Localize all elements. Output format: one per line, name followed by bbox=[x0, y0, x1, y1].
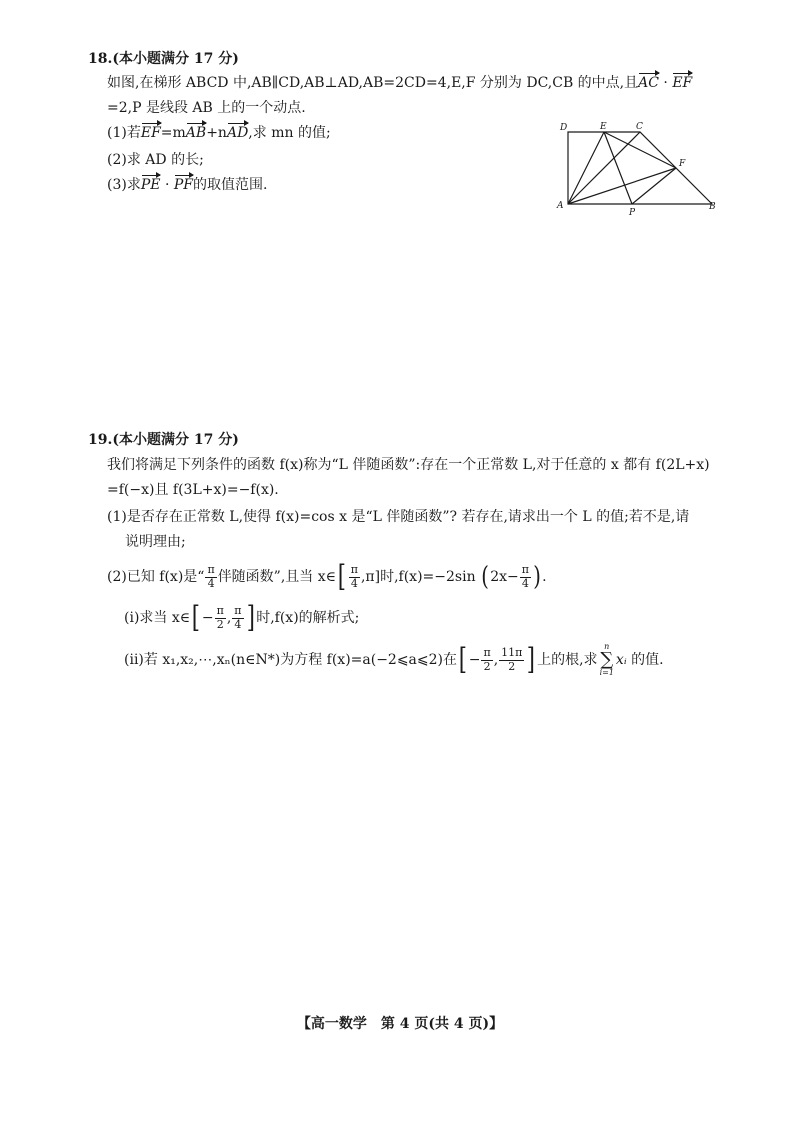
minus-sign: − bbox=[201, 610, 214, 626]
q19-part1-line2: 说明理由; bbox=[125, 534, 186, 550]
q19-part2-i-prefix: (ⅰ)求当 x∈ bbox=[124, 610, 191, 626]
q18-part1-eq: =m bbox=[160, 125, 186, 141]
frac-num: π bbox=[216, 603, 224, 617]
segment-ac bbox=[568, 132, 640, 204]
fraction-11pi-over-2 bbox=[499, 647, 524, 673]
sum-term: xᵢ bbox=[615, 652, 627, 668]
label-p: P bbox=[629, 208, 636, 218]
label-d: D bbox=[560, 123, 568, 133]
fraction-pi-over-4 bbox=[205, 564, 216, 590]
q18-heading: 18.(本小题满分 17 分) bbox=[88, 51, 239, 67]
q18-part3 bbox=[107, 178, 267, 192]
dot-operator: · bbox=[663, 75, 668, 91]
page-footer: 【高一数学 第 4 页(共 4 页)】 bbox=[296, 1016, 504, 1032]
q19-heading: 19.(本小题满分 17 分) bbox=[88, 432, 239, 448]
trapezoid-abcd bbox=[568, 132, 712, 204]
q19-part2 bbox=[107, 559, 547, 594]
q18-part1 bbox=[107, 126, 331, 140]
vector-ad: AD bbox=[226, 125, 249, 141]
frac-num: π bbox=[350, 562, 358, 576]
comma: , bbox=[493, 652, 499, 668]
label-f: F bbox=[679, 159, 686, 169]
q19-part2-i bbox=[124, 600, 360, 635]
q18-line1-conditions: ABCD 中,AB∥CD,AB⊥AD,AB=2CD=4,E,F 分别为 DC,CB 的中点,且 bbox=[185, 75, 639, 91]
vector-ef: EF bbox=[672, 75, 693, 91]
trapezoid-figure bbox=[550, 118, 730, 220]
fraction-pi-over-4 bbox=[349, 564, 360, 590]
fraction-pi-over-2 bbox=[481, 647, 492, 673]
segment-pf bbox=[632, 168, 676, 204]
fraction-pi-over-4 bbox=[520, 564, 531, 590]
q19-part2-ii bbox=[124, 643, 664, 677]
right-paren: ) bbox=[533, 562, 541, 592]
sigma-symbol: ∑ bbox=[600, 649, 614, 670]
summation bbox=[600, 643, 614, 677]
frac-den: 2 bbox=[216, 617, 224, 631]
vector-ef: EF bbox=[140, 125, 161, 141]
frac-den: 2 bbox=[508, 659, 516, 673]
q19-part2-i-suffix: 时,f(x)的解析式; bbox=[256, 610, 360, 626]
q18-line1 bbox=[107, 76, 692, 90]
segment-af bbox=[568, 168, 676, 204]
sum-lower: i=1 bbox=[599, 668, 614, 677]
minus-sign: − bbox=[468, 652, 481, 668]
frac-den: 4 bbox=[234, 617, 242, 631]
right-bracket: ] bbox=[246, 600, 255, 635]
frac-den: 4 bbox=[207, 576, 215, 590]
left-bracket: [ bbox=[458, 642, 467, 677]
sum-upper: n bbox=[604, 642, 610, 651]
q18-line1-prefix: 如图,在梯形 bbox=[107, 75, 186, 91]
vector-pe: PE bbox=[140, 177, 161, 193]
label-b: B bbox=[709, 202, 716, 212]
q19-part2-prefix: (2)已知 f(x)是“ bbox=[107, 569, 205, 585]
vector-pf: PF bbox=[173, 177, 193, 193]
label-a: A bbox=[557, 201, 564, 211]
q18-line2: =2,P 是线段 AB 上的一个动点. bbox=[107, 100, 306, 116]
q19-part2-ii-mid: 上的根,求 bbox=[537, 652, 598, 668]
q18-part1-suffix: ,求 mn 的值; bbox=[248, 125, 331, 141]
q19-part2-ii-prefix: (ⅱ)若 x₁,x₂,⋯,xₙ(n∈N*)为方程 f(x)=a(−2⩽a⩽2)在 bbox=[124, 652, 458, 668]
frac-den: 4 bbox=[521, 576, 529, 590]
q18-part3-suffix: 的取值范围. bbox=[192, 177, 268, 193]
comma: , bbox=[226, 610, 232, 626]
segment-ef bbox=[604, 132, 676, 168]
q19-part2-function: ]时,f(x)=−2sin bbox=[374, 569, 476, 585]
frac-num: π bbox=[521, 562, 529, 576]
frac-num: π bbox=[207, 562, 215, 576]
q19-part2-mid: 伴随函数”,且当 x∈ bbox=[217, 569, 337, 585]
label-e: E bbox=[600, 122, 607, 132]
frac-num: π bbox=[234, 603, 242, 617]
q18-part1-prefix: (1)若 bbox=[107, 125, 141, 141]
q19-part2-arg: 2x− bbox=[490, 569, 519, 585]
q18-part1-plus: +n bbox=[206, 125, 227, 141]
fraction-pi-over-2 bbox=[215, 605, 226, 631]
q18-part2: (2)求 AD 的长; bbox=[107, 152, 204, 168]
label-c: C bbox=[636, 122, 643, 132]
vector-ab: AB bbox=[185, 125, 207, 141]
left-bracket: [ bbox=[191, 600, 201, 635]
period: . bbox=[542, 569, 547, 585]
fraction-pi-over-4 bbox=[232, 605, 243, 631]
left-paren: ( bbox=[481, 562, 489, 592]
q19-part1-line1: (1)是否存在正常数 L,使得 f(x)=cos x 是“L 伴随函数”? 若存在,请求出一个 L 的值;若不是,请 bbox=[107, 509, 690, 525]
frac-den: 4 bbox=[350, 576, 358, 590]
q19-part2-ii-suffix: 的值. bbox=[626, 652, 664, 668]
q19-line2: =f(−x)且 f(3L+x)=−f(x). bbox=[107, 482, 279, 498]
pi-symbol: π bbox=[365, 569, 375, 585]
segment-pe bbox=[604, 132, 632, 204]
frac-num: π bbox=[483, 645, 491, 659]
left-bracket: [ bbox=[337, 559, 346, 594]
vector-ac: AC bbox=[638, 75, 659, 91]
comma: , bbox=[360, 569, 366, 585]
frac-den: 2 bbox=[483, 659, 491, 673]
dot-operator: · bbox=[164, 177, 170, 193]
frac-num: 11π bbox=[501, 645, 523, 659]
q18-part3-prefix: (3)求 bbox=[107, 177, 141, 193]
right-bracket: ] bbox=[527, 642, 536, 677]
q19-line1: 我们将满足下列条件的函数 f(x)称为“L 伴随函数”:存在一个正常数 L,对于任意的 x 都有 f(2L+x) bbox=[107, 457, 710, 473]
